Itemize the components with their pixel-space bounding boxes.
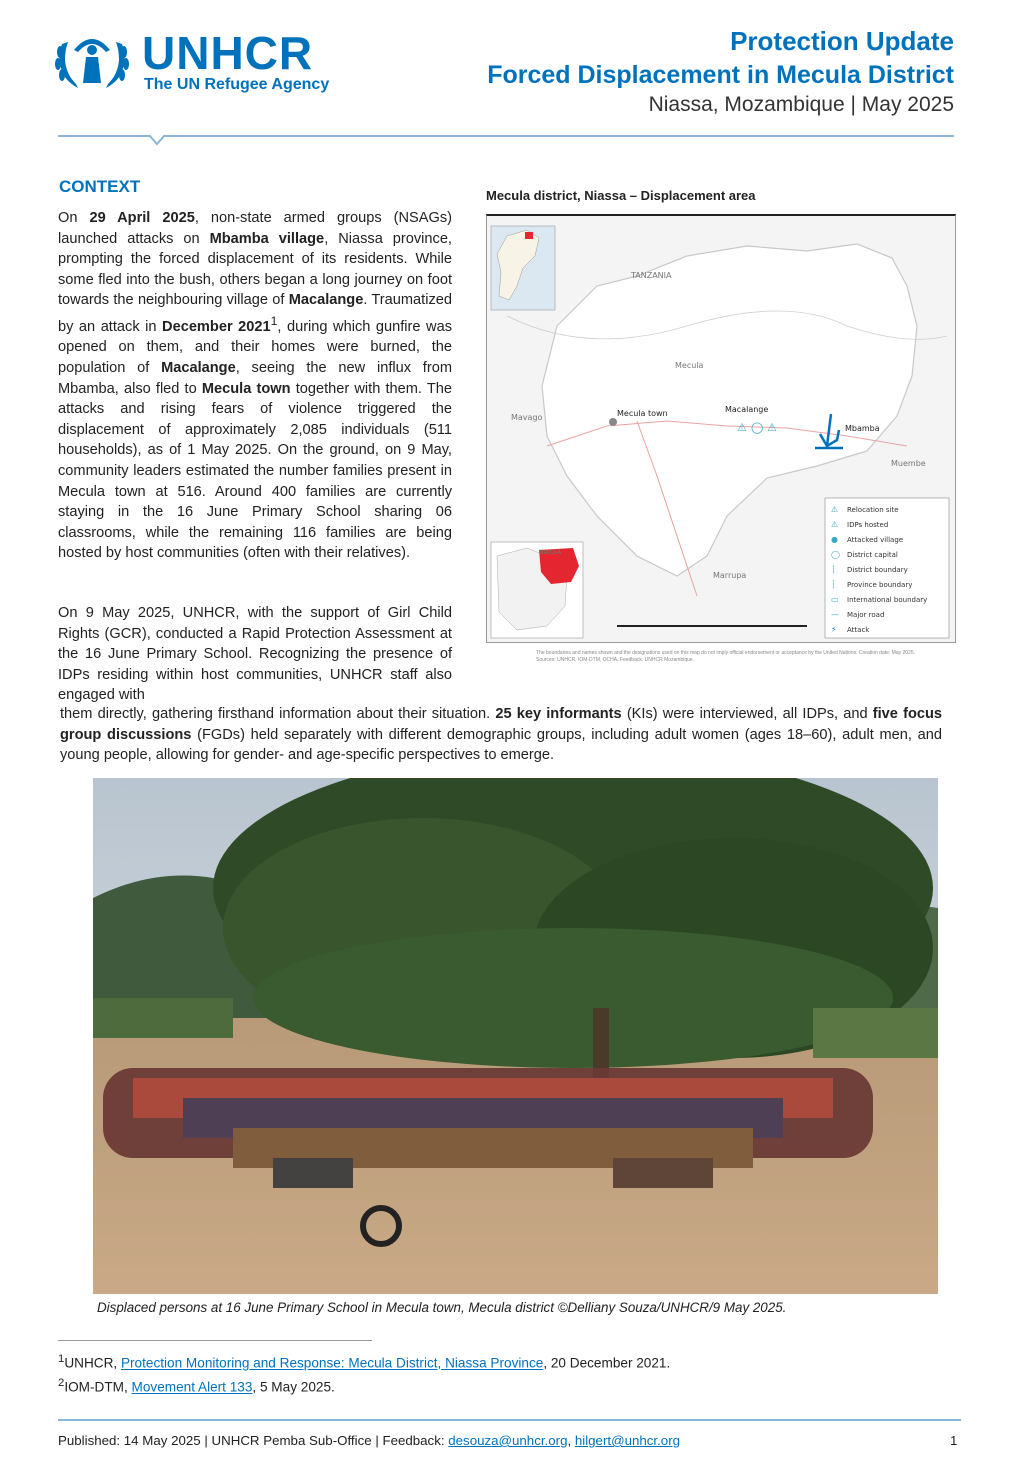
map-label-mecula-town: Mecula town — [617, 409, 668, 418]
footer — [58, 1433, 680, 1448]
map-label-tanzania: TANZANIA — [631, 271, 672, 280]
displacement-map — [486, 214, 956, 643]
logo-tagline: The UN Refugee Agency — [144, 76, 330, 93]
text-run: On — [58, 210, 90, 226]
footnote-1-number: 1 — [58, 1353, 65, 1365]
map-label-marrupa: Marrupa — [713, 571, 747, 580]
map-label-mbamba: Mbamba — [845, 424, 880, 433]
doc-location-date: Niassa, Mozambique | May 2025 — [648, 93, 954, 116]
footer-separator: , — [567, 1433, 575, 1448]
footnote-2-prefix: IOM-DTM, — [64, 1379, 132, 1395]
footnote-2 — [58, 1377, 335, 1395]
context-paragraph-1 — [58, 208, 452, 564]
legend-label: IDPs hosted — [847, 521, 889, 529]
text-run: , during which gunfire was opened on them, and their homes were burned, the population of — [58, 318, 452, 377]
footer-email-2[interactable]: hilgert@unhcr.org — [574, 1433, 681, 1448]
text-run: them directly, gathering firsthand information about their situation. — [60, 706, 496, 722]
footer-email-1[interactable]: desouza@unhcr.org — [448, 1433, 568, 1448]
map-title: Mecula district, Niassa – Displacement area — [486, 188, 756, 203]
page-number: 1 — [950, 1433, 958, 1448]
bold-text: Mecula town — [201, 380, 291, 397]
text-run: , Niassa province, prompting the forced displacement of its residents. While some fled into the bush, others began a long journey on foot towards the neighbouring village of — [58, 230, 452, 309]
footnote-2-link[interactable]: Movement Alert 133 — [131, 1379, 253, 1395]
legend-symbol-icon: ◯ — [831, 550, 840, 559]
text-run: together with them. The attacks and rising fears of violence triggered the displacement of approximately 2,085 individuals (511 households), as of 1 May 2025. On the ground, on 9 May, community leaders estimated the number families present in Mecula town at 516. Around 400 families are currently staying in the 16 June Primary School sharing 06 classrooms, while the remaining 116 families are being hosted by host communities (often with their relatives). — [58, 380, 452, 562]
footnote-2-suffix: , 5 May 2025. — [252, 1379, 335, 1395]
legend-label: District boundary — [847, 566, 908, 574]
footnote-1-suffix: , 20 December 2021. — [543, 1355, 671, 1371]
photo-scene — [93, 778, 938, 1294]
field-photo — [93, 778, 938, 1294]
text-run: , non-state armed groups (NSAGs) launched attacks on — [58, 210, 452, 247]
bold-text: five focus group discussions — [60, 706, 943, 743]
photo-caption: Displaced persons at 16 June Primary School in Mecula town, Mecula district ©Delliany Souza/UNHCR/9 May 2025. — [97, 1300, 787, 1315]
legend-symbol-icon: ⚠ — [831, 505, 839, 514]
map-label-niassa: NIASSA — [539, 549, 562, 556]
map-label-macalange: Macalange — [725, 405, 769, 414]
footer-divider — [58, 1419, 961, 1421]
idp-hosted-icons — [737, 421, 777, 434]
map-label-mecula: Mecula — [675, 361, 704, 370]
svg-text:◯: ◯ — [751, 421, 764, 434]
footnote-ref: 1 — [270, 313, 278, 328]
context-paragraph-3 — [60, 704, 942, 766]
map-label-mavago: Mavago — [511, 413, 543, 422]
bold-text: Macalange — [288, 292, 364, 309]
text-run: (KIs) were interviewed, all IDPs, and — [621, 706, 873, 722]
legend-label: District capital — [847, 551, 898, 559]
footnote-1-link[interactable]: Protection Monitoring and Response: Mecula District, Niassa Province — [120, 1355, 544, 1371]
svg-text:⚠: ⚠ — [737, 421, 747, 434]
bold-text: December 2021 — [162, 318, 271, 335]
header-divider — [58, 135, 954, 137]
map-canvas — [487, 216, 955, 642]
text-run: (FGDs) held separately with different demographic groups, including adult women (ages 18–60), adult men, and young people, allowing for gender- and age-specific perspectives to emerge. — [60, 726, 942, 764]
legend-label: Province boundary — [847, 581, 913, 589]
svg-text:⚠: ⚠ — [767, 421, 777, 434]
attacked-village-marker — [609, 418, 617, 426]
legend-symbol-icon: ⚡ — [831, 625, 837, 634]
footnote-divider — [58, 1340, 372, 1341]
legend-symbol-icon: ┆ — [831, 580, 836, 589]
legend-label: International boundary — [847, 596, 928, 604]
doc-title: Protection Update — [730, 26, 954, 56]
footnote-2-number: 2 — [58, 1377, 65, 1389]
legend-label: Attack — [847, 626, 870, 634]
bold-text: Mbamba village — [209, 230, 325, 247]
map-disclaimer: The boundaries and names shown and the designations used on this map do not imply official endorsement or acceptance by the United Nations. Creation date: May 2025. Sources: UNHCR, IOM-DTM, OCHA. Feedback: UNHCR Mozambique. — [536, 650, 916, 663]
map-label-muembe: Muembe — [891, 459, 926, 468]
text-run: , seeing the new influx from Mbamba, also fled to — [58, 360, 452, 397]
legend-label: Attacked village — [847, 536, 904, 544]
divider-notch-icon — [148, 135, 166, 153]
legend-symbol-icon: — — [831, 610, 839, 619]
logo-wordmark: UNHCR — [142, 27, 314, 79]
footnote-1-prefix: UNHCR, — [64, 1355, 121, 1371]
text-run: On 9 May 2025, UNHCR, with the support of Girl Child Rights (GCR), conducted a Rapid Protection Assessment at the 16 June Primary School. Recognizing the presence of IDPs residing within host communities, UNHCR staff also engaged with — [58, 605, 452, 704]
unhcr-emblem-icon — [52, 24, 132, 94]
bold-text: 29 April 2025 — [89, 210, 195, 226]
legend-label: Relocation site — [847, 506, 899, 514]
legend-symbol-icon: ┆ — [831, 565, 836, 574]
text-run: . Traumatized by an attack in — [58, 292, 452, 335]
footnote-1 — [58, 1353, 670, 1371]
bold-text: Macalange — [161, 360, 236, 377]
legend-label: Major road — [847, 611, 885, 619]
legend-symbol-icon: ▭ — [831, 595, 839, 604]
bold-text: 25 key informants — [495, 706, 622, 722]
footer-text: Published: 14 May 2025 | UNHCR Pemba Sub-Office | Feedback: — [58, 1433, 449, 1448]
context-paragraph-2 — [58, 603, 452, 706]
doc-subtitle: Forced Displacement in Mecula District — [487, 61, 954, 89]
section-heading-context: CONTEXT — [59, 177, 141, 196]
legend-symbol-icon: ⚠ — [831, 520, 839, 529]
legend-symbol-icon: ● — [831, 535, 838, 544]
